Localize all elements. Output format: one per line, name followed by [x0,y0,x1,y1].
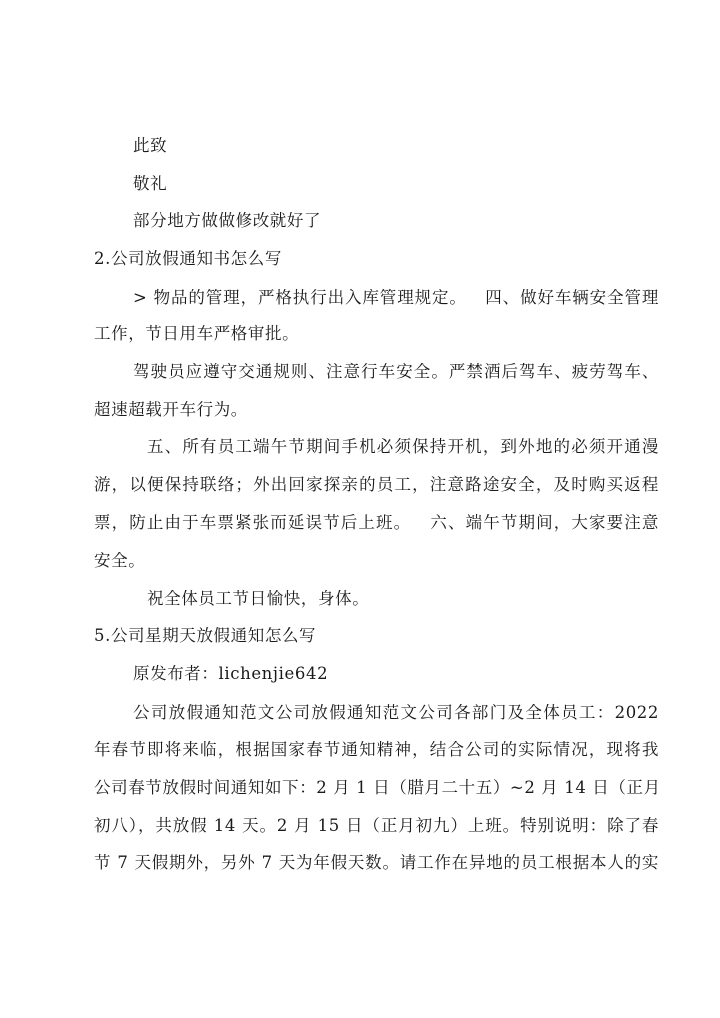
body-line: 年春节即将来临，根据国家春节通知精神，结合公司的实际情况，现将我 [94,740,659,759]
body-line: 公司春节放假时间通知如下：2 月 1 日（腊月二十五）~2 月 14 日（正月 [94,778,661,797]
body-line: 节 7 天假期外，另外 7 天为年假天数。请工作在异地的员工根据本人的实 [94,853,659,872]
paragraph-line: 工作，节日用车严格审批。 [94,324,300,343]
section-5-heading: 5.公司星期天放假通知怎么写 [94,626,317,645]
paragraph-line: 安全。 [94,551,146,570]
body-line: 公司放假通知范文公司放假通知范文公司各部门及全体员工：2022 [133,703,659,722]
closing-line-1: 此致 [133,136,168,155]
section-2-heading: 2.公司放假通知书怎么写 [94,249,282,268]
paragraph-line: > 物品的管理，严格执行出入库管理规定。 四、做好车辆安全管理 [133,288,659,307]
paragraph-line: 祝全体员工节日愉快，身体。 [147,589,370,608]
paragraph-line: 票，防止由于车票紧张而延误节后上班。 六、端午节期间，大家要注意 [94,513,659,532]
paragraph-line: 游，以便保持联络；外出回家探亲的员工，注意路途安全，及时购买返程 [94,475,659,494]
author-line: 原发布者：lichenjie642 [133,664,329,683]
paragraph-line: 五、所有员工端午节期间手机必须保持开机，到外地的必须开通漫 [147,437,659,456]
paragraph-line: 驾驶员应遵守交通规则、注意行车安全。严禁酒后驾车、疲劳驾车、 [133,362,659,381]
closing-line-3: 部分地方做做修改就好了 [133,211,322,230]
closing-line-2: 敬礼 [133,174,168,193]
paragraph-line: 超速超载开车行为。 [94,400,248,419]
body-line: 初八），共放假 14 天。2 月 15 日（正月初九）上班。特别说明：除了春 [94,816,659,835]
